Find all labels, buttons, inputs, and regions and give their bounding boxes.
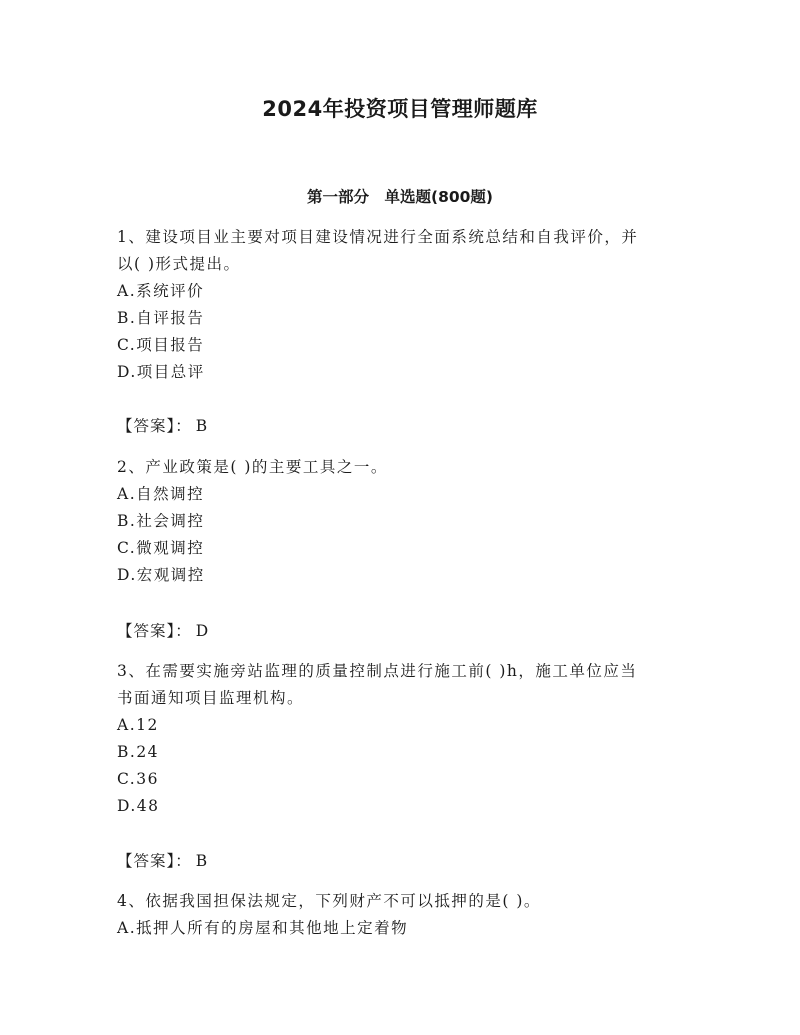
document-title: 2024年投资项目管理师题库 — [262, 97, 538, 121]
question-4-option-a: A.抵押人所有的房屋和其他地上定着物 — [117, 919, 409, 937]
question-1-stem-line-1: 1、建设项目业主要对项目建设情况进行全面系统总结和自我评价，并 — [117, 228, 639, 246]
answer-label: 【答案】： — [117, 417, 192, 435]
question-3-stem-line-2: 书面通知项目监理机构。 — [117, 689, 305, 707]
section-title: 第一部分 单选题(800题) — [306, 188, 494, 206]
question-2-option-b: B.社会调控 — [117, 512, 205, 530]
answer-value: B — [195, 852, 208, 870]
question-3-option-d: D.48 — [117, 797, 160, 815]
question-1-answer — [117, 416, 207, 436]
question-4-stem-line-1: 4、依据我国担保法规定，下列财产不可以抵押的是( )。 — [117, 892, 541, 910]
question-3-stem-line-1: 3、在需要实施旁站监理的质量控制点进行施工前( )h，施工单位应当 — [117, 662, 638, 680]
question-2-stem-line-1: 2、产业政策是( )的主要工具之一。 — [117, 458, 388, 476]
question-3-option-a: A.12 — [117, 716, 159, 734]
question-2-option-a: A.自然调控 — [117, 485, 205, 503]
question-2-option-d: D.宏观调控 — [117, 566, 205, 584]
question-3-answer — [117, 851, 207, 871]
question-1-option-d: D.项目总评 — [117, 363, 205, 381]
answer-value: B — [195, 417, 208, 435]
answer-value: D — [195, 622, 209, 640]
question-3-option-b: B.24 — [117, 743, 160, 761]
question-1-option-b: B.自评报告 — [117, 309, 205, 327]
answer-label: 【答案】： — [117, 622, 192, 640]
question-3-option-c: C.36 — [117, 770, 159, 788]
question-2-option-c: C.微观调控 — [117, 539, 205, 557]
question-1-stem-line-2: 以( )形式提出。 — [117, 255, 241, 273]
answer-label: 【答案】： — [117, 852, 192, 870]
question-1-option-a: A.系统评价 — [117, 282, 205, 300]
question-2-answer — [117, 621, 208, 641]
question-1-option-c: C.项目报告 — [117, 336, 205, 354]
